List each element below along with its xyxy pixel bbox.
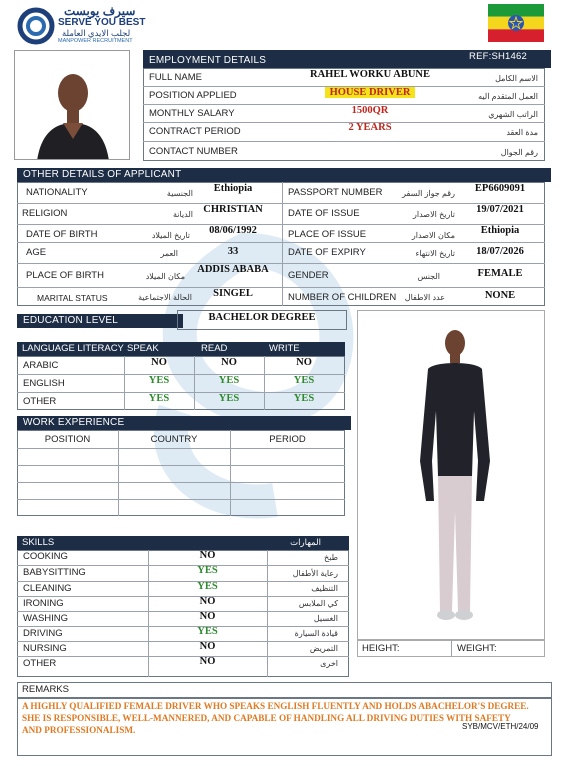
language-header-read: READ: [201, 343, 228, 354]
language-header-speak: SPEAK: [127, 343, 159, 354]
skill-washing: WASHING: [23, 613, 69, 624]
skill-nursing-arabic: التمريض: [309, 644, 338, 653]
height-label: HEIGHT:: [362, 643, 400, 654]
position-label: POSITION APPLIED: [149, 90, 237, 101]
skill-ironing: IRONING: [23, 598, 64, 609]
english-write: YES: [293, 375, 315, 386]
logo-arabic-sub: لجلب الايدي العاملة: [62, 28, 131, 38]
full-name-value: RAHEL WORKU ABUNE: [310, 69, 430, 80]
remarks-code: SYB/MCV/ETH/24/09: [462, 722, 539, 731]
employment-title: EMPLOYMENT DETAILS: [149, 55, 267, 66]
skill-driving-value: YES: [197, 626, 218, 637]
contract-value: 2 YEARS: [348, 122, 392, 133]
issue-date-label: DATE OF ISSUE: [288, 208, 360, 219]
ethiopia-flag-icon: [488, 4, 544, 42]
portrait-photo: [14, 50, 130, 160]
other-details-header: OTHER DETAILS OF APPLICANT: [17, 168, 551, 182]
employment-header: [143, 50, 551, 68]
gender-arabic: الجنس: [417, 272, 440, 281]
children-value: NONE: [484, 290, 516, 301]
age-value: 33: [227, 246, 239, 257]
contract-label: CONTRACT PERIOD: [149, 126, 241, 137]
skill-cleaning-arabic: التنظيف: [311, 584, 338, 593]
full-body-figure: [358, 311, 545, 640]
skill-washing-value: NO: [199, 611, 216, 622]
children-label: NUMBER OF CHILDREN: [288, 292, 397, 303]
children-arabic: عدد الاطفال: [404, 293, 445, 302]
marital-arabic: الحالة الاجتماعية: [138, 293, 192, 302]
gender-label: GENDER: [288, 270, 329, 281]
salary-label: MONTHLY SALARY: [149, 108, 235, 119]
language-row-other: OTHER: [23, 396, 57, 407]
nationality-label: NATIONALITY: [26, 187, 88, 198]
skill-babysitting-arabic: رعاية الأطفال: [292, 569, 338, 578]
skill-cleaning-value: YES: [197, 581, 218, 592]
language-header-label: LANGUAGE LITERACY: [22, 343, 124, 354]
religion-label: RELIGION: [22, 208, 68, 219]
skill-other-arabic: اخرى: [320, 659, 338, 668]
work-header-position: POSITION: [44, 434, 91, 445]
contract-arabic: مدة العقد: [506, 128, 538, 137]
religion-value: CHRISTIAN: [203, 204, 263, 215]
logo-emblem-icon: [16, 6, 56, 46]
weight-label: WEIGHT:: [457, 643, 497, 654]
contact-arabic: رقم الجوال: [500, 148, 538, 157]
skill-nursing-value: NO: [199, 641, 216, 652]
religion-arabic: الديانة: [172, 210, 193, 219]
marital-label: MARITAL STATUS: [37, 293, 108, 303]
salary-arabic: الراتب الشهري: [488, 110, 538, 119]
full-body-photo: [357, 310, 545, 640]
gender-value: FEMALE: [477, 268, 523, 279]
work-experience-header: WORK EXPERIENCE: [17, 416, 351, 430]
language-header: [17, 342, 345, 356]
expiry-label: DATE OF EXPIRY: [288, 247, 366, 258]
skill-other-value: NO: [199, 656, 216, 667]
logo-arabic: سيرف يوبست: [64, 4, 136, 18]
pob-label: PLACE OF BIRTH: [26, 270, 104, 281]
remarks-title: REMARKS: [22, 684, 69, 695]
company-logo: [16, 6, 156, 46]
skills-header: [17, 536, 349, 550]
education-value: BACHELOR DEGREE: [208, 312, 316, 323]
position-value: HOUSE DRIVER: [325, 87, 415, 98]
other-write: YES: [293, 393, 315, 404]
dob-arabic: تاريخ الميلاد: [151, 231, 190, 240]
skill-washing-arabic: الغسيل: [313, 614, 338, 623]
language-row-english: ENGLISH: [23, 378, 65, 389]
expiry-value: 18/07/2026: [476, 246, 524, 257]
work-header-country: COUNTRY: [150, 434, 198, 445]
issue-place-arabic: مكان الاصدار: [411, 231, 455, 240]
skill-cooking-value: NO: [199, 550, 216, 561]
issue-date-value: 19/07/2021: [476, 204, 524, 215]
nationality-arabic: الجنسية: [166, 189, 193, 198]
skill-ironing-value: NO: [199, 596, 216, 607]
marital-value: SINGEL: [213, 288, 253, 299]
language-row-arabic: ARABIC: [23, 360, 59, 371]
reference-number: REF:SH1462: [469, 51, 527, 62]
skill-driving: DRIVING: [23, 628, 63, 639]
remarks-title-box: [17, 682, 552, 698]
pob-value: ADDIS ABABA: [197, 264, 269, 275]
nationality-value: Ethiopia: [213, 183, 253, 194]
issue-place-label: PLACE OF ISSUE: [288, 229, 367, 240]
position-arabic: العمل المتقدم اليه: [478, 92, 538, 101]
arabic-read: NO: [221, 357, 237, 368]
skill-babysitting-value: YES: [197, 565, 218, 576]
work-header-period: PERIOD: [269, 434, 306, 445]
skill-ironing-arabic: كي الملابس: [298, 599, 338, 608]
arabic-speak: NO: [151, 357, 167, 368]
other-read: YES: [218, 393, 240, 404]
portrait-figure: [15, 51, 130, 160]
skill-cooking-arabic: طبخ: [324, 553, 338, 562]
pob-arabic: مكان الميلاد: [145, 272, 185, 281]
passport-value: EP6609091: [474, 183, 526, 194]
arabic-write: NO: [296, 357, 312, 368]
logo-sub: MANPOWER RECRUITMENT: [58, 38, 133, 44]
expiry-arabic: تاريخ الانتهاء: [415, 249, 455, 258]
skill-driving-arabic: قيادة السيارة: [294, 629, 338, 638]
age-arabic: العمر: [160, 249, 178, 258]
english-read: YES: [218, 375, 240, 386]
skill-cooking: COOKING: [23, 551, 68, 562]
dob-value: 08/06/1992: [209, 225, 257, 236]
age-label: AGE: [26, 247, 47, 258]
other-speak: YES: [148, 393, 170, 404]
issue-place-value: Ethiopia: [480, 225, 520, 236]
skills-arabic-title: المهارات: [290, 537, 321, 547]
language-header-write: WRITE: [269, 343, 300, 354]
skill-cleaning: CLEANING: [23, 583, 72, 594]
skill-babysitting: BABYSITTING: [23, 567, 86, 578]
passport-arabic: رقم جواز السفر: [402, 189, 455, 198]
logo-english: SERVE YOU BEST: [58, 17, 146, 28]
issue-date-arabic: تاريخ الاصدار: [412, 210, 455, 219]
skill-other: OTHER: [23, 658, 57, 669]
remarks-text: A HIGHLY QUALIFIED FEMALE DRIVER WHO SPEAKS ENGLISH FLUENTLY AND HOLDS ABACHELOR'S DEGREE. SHE IS RESPONSIBLE, WELL-MANNERED, AND CAPABLE OF HANDLING ALL DRIVING DUTIES WITH SAFETY AND PROFESSIONALISM.: [22, 701, 529, 735]
skills-title: SKILLS: [22, 537, 55, 548]
full-name-arabic: الاسم الكامل: [495, 74, 538, 83]
contact-label: CONTACT NUMBER: [149, 146, 238, 157]
english-speak: YES: [148, 375, 170, 386]
education-header: EDUCATION LEVEL: [17, 314, 183, 328]
skill-nursing: NURSING: [23, 643, 67, 654]
salary-value: 1500QR: [351, 105, 389, 116]
dob-label: DATE OF BIRTH: [26, 229, 98, 240]
passport-label: PASSPORT NUMBER: [288, 187, 383, 198]
full-name-label: FULL NAME: [149, 72, 202, 83]
